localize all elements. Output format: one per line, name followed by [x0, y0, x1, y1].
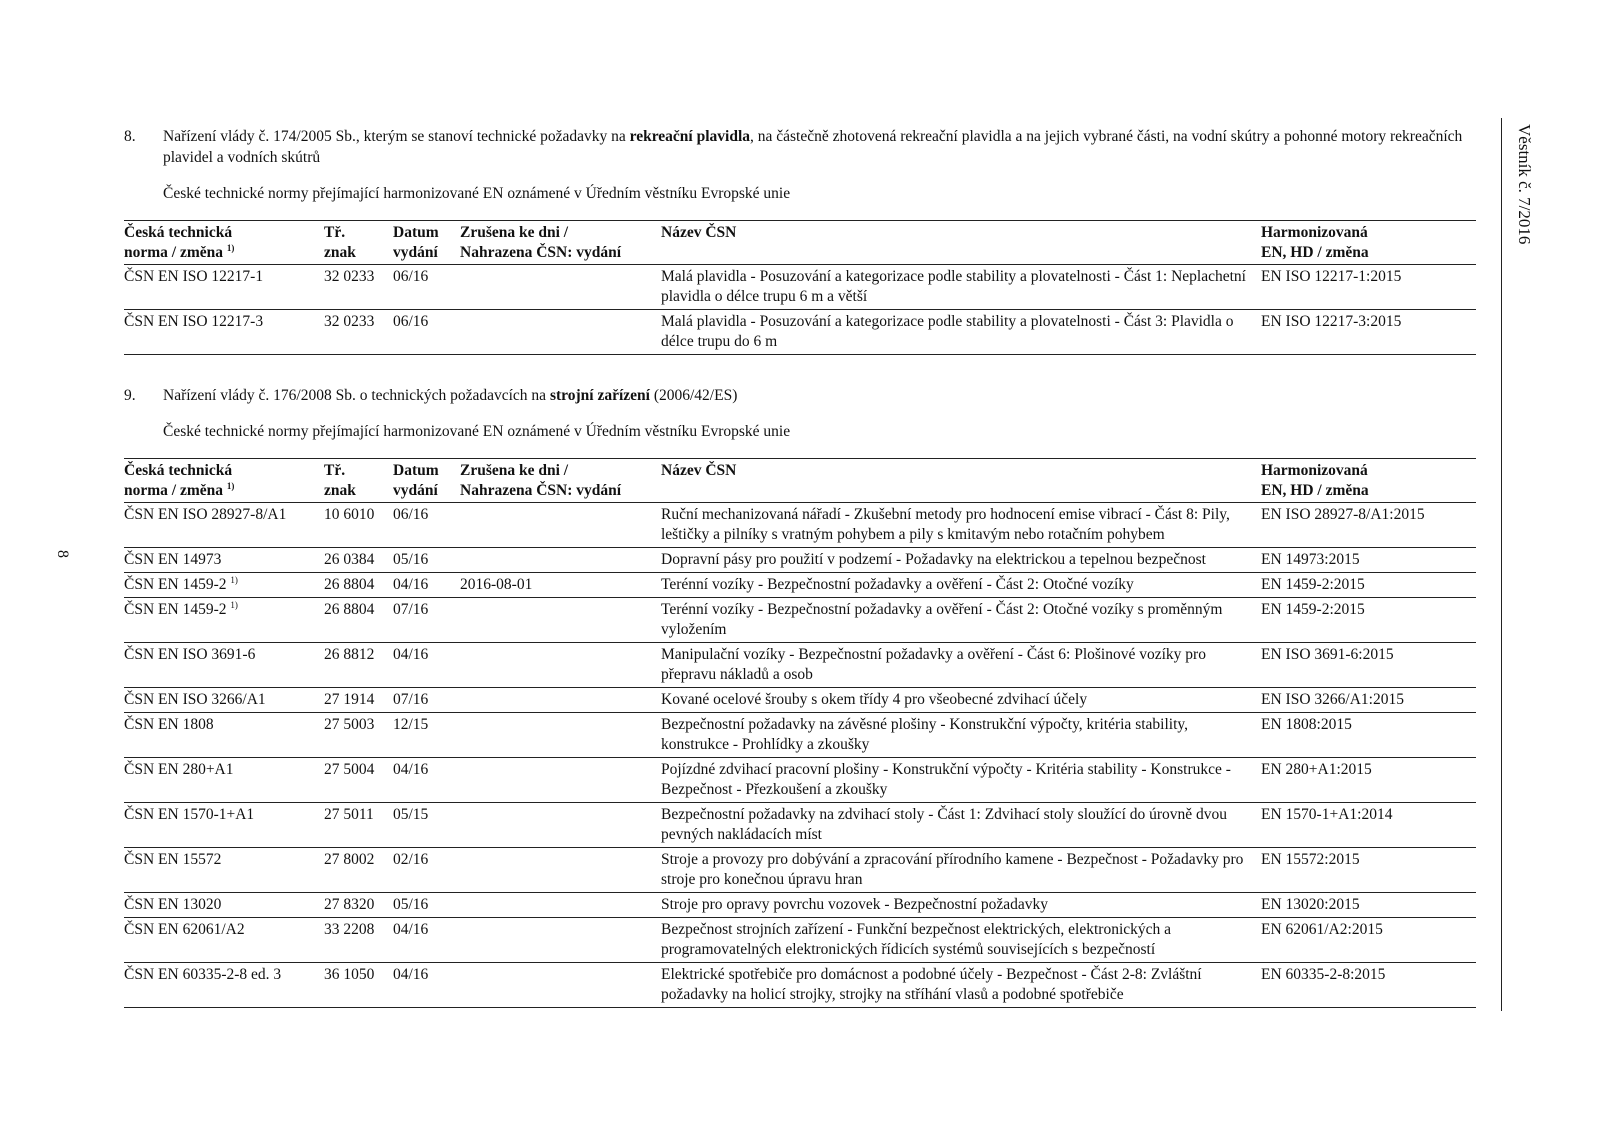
table-row: [124, 643, 1476, 688]
cell-trida: 27 5004: [324, 761, 375, 778]
section-8: [124, 126, 1476, 355]
cell-datum: 04/16: [393, 966, 429, 983]
cell-datum: 06/16: [393, 506, 429, 523]
section-title-text: (2006/42/ES): [649, 387, 738, 404]
cell-norma: ČSN EN 13020: [124, 896, 222, 913]
table-row: [124, 848, 1476, 893]
cell-harmonizovana: EN ISO 12217-1:2015: [1261, 268, 1402, 285]
cell-zrusena: 2016-08-01: [460, 576, 533, 593]
cell-zrusena: [460, 918, 661, 963]
cell-trida: 32 0233: [324, 268, 375, 285]
col-header-norma: Česká technická norma / změna $^{1)}$: [124, 224, 235, 261]
section-subtitle: České technické normy přejímající harmonizované EN oznámené v Úředním věstníku Evropské unie: [163, 423, 791, 440]
cell-zrusena: [460, 848, 661, 893]
cell-zrusena: [460, 503, 661, 548]
cell-trida: 27 8320: [324, 896, 375, 913]
section-title-text: Nařízení vlády č. 176/2008 Sb. o technických požadavcích na: [163, 387, 550, 404]
cell-zrusena: [460, 803, 661, 848]
section-number: 8.: [124, 128, 136, 145]
cell-datum: 07/16: [393, 691, 429, 708]
cell-nazev: Manipulační vozíky - Bezpečnostní požadavky a ověření - Část 6: Plošinové vozíky pro přepravu nákladů a osob: [661, 646, 1206, 683]
cell-zrusena: [460, 310, 661, 355]
cell-nazev: Elektrické spotřebiče pro domácnost a podobné účely - Bezpečnost - Část 2-8: Zvláštní požadavky na holicí strojky, strojky na stříhání vlasů a podobné spotřebiče: [661, 966, 1202, 1003]
section-subtitle: České technické normy přejímající harmonizované EN oznámené v Úředním věstníku Evropské unie: [163, 185, 791, 202]
cell-harmonizovana: EN 1459-2:2015: [1261, 601, 1365, 618]
col-header-trida: Tř. znak: [324, 462, 356, 499]
footnote-marker: 1): [230, 574, 238, 585]
cell-zrusena: [460, 265, 661, 310]
cell-norma: ČSN EN ISO 12217-1: [124, 268, 264, 285]
section-heading: [124, 126, 1476, 168]
cell-harmonizovana: EN 14973:2015: [1261, 551, 1360, 568]
cell-nazev: Bezpečnost strojních zařízení - Funkční bezpečnost elektrických, elektronických a programovatelných elektronických řídicích systémů souvisejících s bezpečností: [661, 921, 1172, 958]
col-header-harmonizovana: Harmonizovaná EN, HD / změna: [1261, 462, 1369, 499]
col-header-nazev: Název ČSN: [661, 462, 737, 479]
table-row: [124, 265, 1476, 310]
table-row: [124, 688, 1476, 713]
table-row: [124, 963, 1476, 1008]
page-number: 8: [54, 550, 71, 558]
table-row: [124, 310, 1476, 355]
table-row: [124, 598, 1476, 643]
cell-nazev: Bezpečnostní požadavky na závěsné plošiny - Konstrukční výpočty, kritéria stability, konstrukce - Prohlídky a zkoušky: [661, 716, 1188, 753]
col-header-nazev: Název ČSN: [661, 224, 737, 241]
cell-harmonizovana: EN ISO 12217-3:2015: [1261, 313, 1402, 330]
cell-norma: ČSN EN 1459-2 $^{1)}$: [124, 574, 238, 593]
cell-nazev: Dopravní pásy pro použití v podzemí - Požadavky na elektrickou a tepelnou bezpečnost: [661, 551, 1206, 568]
standards-table: [124, 458, 1476, 1008]
cell-datum: 12/15: [393, 716, 429, 733]
cell-datum: 05/16: [393, 896, 429, 913]
col-header-datum: Datum vydání: [393, 224, 439, 261]
cell-datum: 04/16: [393, 576, 429, 593]
footnote-marker: 1): [230, 599, 238, 610]
cell-zrusena: [460, 963, 661, 1008]
cell-nazev: Bezpečnostní požadavky na zdvihací stoly - Část 1: Zdvihací stoly sloužící do úrovně dvou pevných nakládacích míst: [661, 806, 1228, 843]
cell-nazev: Stroje a provozy pro dobývání a zpracování přírodního kamene - Bezpečnost - Požadavky pro stroje pro konečnou úpravu hran: [661, 851, 1244, 888]
table-row: [124, 918, 1476, 963]
cell-datum: 05/16: [393, 551, 429, 568]
col-header-trida: Tř. znak: [324, 224, 356, 261]
cell-datum: 06/16: [393, 268, 429, 285]
col-header-norma: Česká technická norma / změna $^{1)}$: [124, 462, 235, 499]
cell-nazev: Malá plavidla - Posuzování a kategorizace podle stability a plovatelnosti - Část 3: Plavidla o délce trupu do 6 m: [661, 313, 1234, 350]
cell-zrusena: [460, 643, 661, 688]
cell-trida: 27 1914: [324, 691, 375, 708]
cell-norma: ČSN EN 1570-1+A1: [124, 806, 255, 823]
cell-datum: 06/16: [393, 313, 429, 330]
cell-harmonizovana: EN 13020:2015: [1261, 896, 1360, 913]
cell-harmonizovana: EN 280+A1:2015: [1261, 761, 1372, 778]
cell-norma: ČSN EN 1808: [124, 716, 214, 733]
table-row: [124, 548, 1476, 573]
cell-harmonizovana: EN ISO 3691-6:2015: [1261, 646, 1394, 663]
col-header-datum: Datum vydání: [393, 462, 439, 499]
cell-trida: 33 2208: [324, 921, 375, 938]
section-title-text: , na částečně zhotovená rekreační plavidla a na jejich vybrané části, na vodní skútry a pohonné motory rekreačních plavidel a vodních skútrů: [163, 128, 1463, 166]
cell-nazev: Ruční mechanizovaná nářadí - Zkušební metody pro hodnocení emise vibrací - Část 8: Pily, leštičky a pilníky s vratným pohybem a pily s kmitavým nebo rotačním pohybem: [661, 506, 1230, 543]
cell-datum: 04/16: [393, 921, 429, 938]
cell-trida: 32 0233: [324, 313, 375, 330]
table-row: [124, 713, 1476, 758]
cell-zrusena: [460, 548, 661, 573]
cell-harmonizovana: EN 1459-2:2015: [1261, 576, 1365, 593]
col-header-zrusena: Zrušena ke dni / Nahrazena ČSN: vydání: [460, 224, 622, 261]
cell-trida: 26 0384: [324, 551, 375, 568]
section-9: [124, 385, 1476, 1008]
table-header-row: [124, 459, 1476, 503]
cell-nazev: Terénní vozíky - Bezpečnostní požadavky a ověření - Část 2: Otočné vozíky: [661, 576, 1134, 593]
cell-zrusena: [460, 893, 661, 918]
cell-harmonizovana: EN ISO 3266/A1:2015: [1261, 691, 1404, 708]
cell-norma: ČSN EN 280+A1: [124, 761, 234, 778]
cell-trida: 26 8804: [324, 576, 375, 593]
cell-norma: ČSN EN ISO 3691-6: [124, 646, 256, 663]
cell-norma: ČSN EN ISO 28927-8/A1: [124, 506, 287, 523]
cell-datum: 05/15: [393, 806, 429, 823]
journal-header: Věstník č. 7/2016: [1515, 124, 1534, 245]
cell-trida: 27 8002: [324, 851, 375, 868]
cell-zrusena: [460, 713, 661, 758]
cell-zrusena: [460, 758, 661, 803]
cell-norma: ČSN EN 60335-2-8 ed. 3: [124, 966, 282, 983]
cell-zrusena: [460, 688, 661, 713]
cell-norma: ČSN EN 62061/A2: [124, 921, 245, 938]
cell-datum: 02/16: [393, 851, 429, 868]
cell-norma: ČSN EN ISO 12217-3: [124, 313, 264, 330]
cell-datum: 04/16: [393, 646, 429, 663]
cell-trida: 26 8812: [324, 646, 375, 663]
cell-zrusena: [460, 598, 661, 643]
section-title-bold: strojní zařízení: [549, 387, 650, 404]
cell-harmonizovana: EN 1570-1+A1:2014: [1261, 806, 1393, 823]
cell-nazev: Malá plavidla - Posuzování a kategorizace podle stability a plovatelnosti - Část 1: Neplachetní plavidla o délce trupu 6 m a větší: [661, 268, 1246, 305]
standards-table: [124, 220, 1476, 355]
section-number: 9.: [124, 387, 136, 404]
cell-nazev: Stroje pro opravy povrchu vozovek - Bezpečnostní požadavky: [661, 896, 1048, 913]
cell-norma: ČSN EN ISO 3266/A1: [124, 691, 266, 708]
cell-datum: 07/16: [393, 601, 429, 618]
cell-trida: 36 1050: [324, 966, 375, 983]
cell-trida: 26 8804: [324, 601, 375, 618]
cell-trida: 27 5011: [324, 806, 374, 823]
cell-norma: ČSN EN 15572: [124, 851, 222, 868]
cell-harmonizovana: EN 62061/A2:2015: [1261, 921, 1383, 938]
sidebar-rule: [1501, 118, 1502, 1011]
col-header-harmonizovana: Harmonizovaná EN, HD / změna: [1261, 224, 1369, 261]
table-row: [124, 573, 1476, 598]
table-row: [124, 503, 1476, 548]
table-row: [124, 758, 1476, 803]
cell-nazev: Terénní vozíky - Bezpečnostní požadavky a ověření - Část 2: Otočné vozíky s proměnným vyložením: [661, 601, 1223, 638]
section-title-text: Nařízení vlády č. 174/2005 Sb., kterým se stanoví technické požadavky na: [163, 128, 630, 145]
col-header-zrusena: Zrušena ke dni / Nahrazena ČSN: vydání: [460, 462, 622, 499]
cell-harmonizovana: EN 60335-2-8:2015: [1261, 966, 1386, 983]
cell-datum: 04/16: [393, 761, 429, 778]
cell-harmonizovana: EN 15572:2015: [1261, 851, 1360, 868]
section-heading: [124, 385, 1476, 406]
cell-trida: 10 6010: [324, 506, 375, 523]
cell-harmonizovana: EN ISO 28927-8/A1:2015: [1261, 506, 1425, 523]
table-row: [124, 893, 1476, 918]
cell-norma: ČSN EN 1459-2 $^{1)}$: [124, 599, 238, 618]
section-title-bold: rekreační plavidla: [629, 128, 751, 145]
cell-trida: 27 5003: [324, 716, 375, 733]
cell-harmonizovana: EN 1808:2015: [1261, 716, 1352, 733]
cell-nazev: Pojízdné zdvihací pracovní plošiny - Konstrukční výpočty - Kritéria stability - Konstrukce - Bezpečnost - Přezkoušení a zkoušky: [661, 761, 1231, 798]
table-row: [124, 803, 1476, 848]
cell-nazev: Kované ocelové šrouby s okem třídy 4 pro všeobecné zdvihací účely: [661, 691, 1088, 708]
table-header-row: [124, 221, 1476, 265]
cell-norma: ČSN EN 14973: [124, 551, 222, 568]
